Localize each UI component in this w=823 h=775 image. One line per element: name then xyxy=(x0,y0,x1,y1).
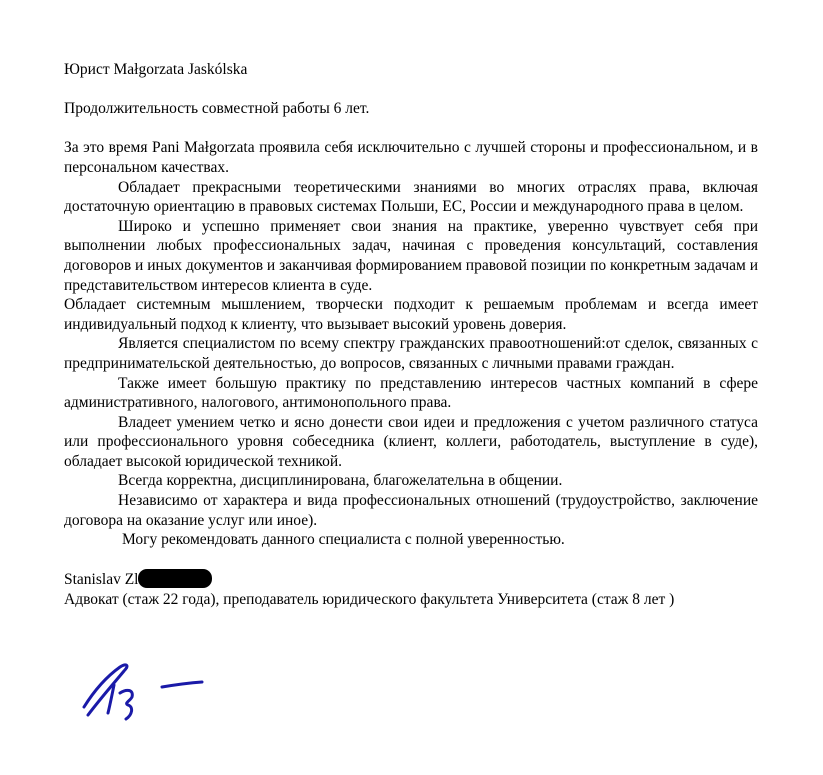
duration-line: Продолжительность совместной работы 6 лет. xyxy=(64,100,370,118)
paragraph: Владеет умением четко и ясно донести свои идеи и предложения с учетом различного статуса или профессионального уровня собеседника (клиент, коллеги, работодатель, выступление в суде), обладает высокой юридической техникой. xyxy=(64,413,758,470)
paragraph: Всегда корректна, дисциплинирована, благожелательна в общении. xyxy=(118,472,563,490)
paragraph: Также имеет большую практику по представлению интересов частных компаний в сфере административного, налогового, антимонопольного права. xyxy=(64,374,758,412)
signer-name: Stanislav Zl xyxy=(64,571,139,589)
signer-name-line xyxy=(64,569,758,590)
paragraph: За это время Pani Małgorzata проявила себя исключительно с лучшей стороны и профессиональном, и в персональном качествах. xyxy=(64,139,758,176)
recommendation-letter xyxy=(64,60,758,610)
paragraph: Могу рекомендовать данного специалиста с полной уверенностью. xyxy=(122,531,565,549)
paragraph: Является специалистом по всему спектру гражданских правоотношений:от сделок, связанных с предпринимательской деятельностью, до вопросов, связанных с личными правами граждан. xyxy=(64,335,758,372)
paragraph: Независимо от характера и вида профессиональных отношений (трудоустройство, заключение договора на оказание услуг или иное). xyxy=(64,492,758,529)
recipient-line: Юрист Małgorzata Jaskólska xyxy=(64,61,248,78)
handwritten-signature xyxy=(74,655,214,727)
signer-title: Адвокат (стаж 22 года), преподаватель юридического факультета Университета (стаж 8 лет ) xyxy=(64,591,675,609)
paragraph: Обладает прекрасными теоретическими знаниями во многих отраслях права, включая достаточную ориентацию в правовых системах Польши, ЕС, России и международного права в целом. xyxy=(64,178,758,216)
paragraph: Широко и успешно применяет свои знания на практике, уверенно чувствует себя при выполнении любых профессиональных задач, начиная с проведения консультаций, составления договоров и иных документов и заканчивая формированием правовой позиции по конкретным задачам и представительством интересов клиента в суде. xyxy=(64,217,758,294)
paragraph: Обладает системным мышлением, творчески подходит к решаемым проблемам и всегда имеет индивидуальный подход к клиенту, что вызывает высокий уровень доверия. xyxy=(64,296,758,333)
redaction-mark xyxy=(138,569,212,588)
